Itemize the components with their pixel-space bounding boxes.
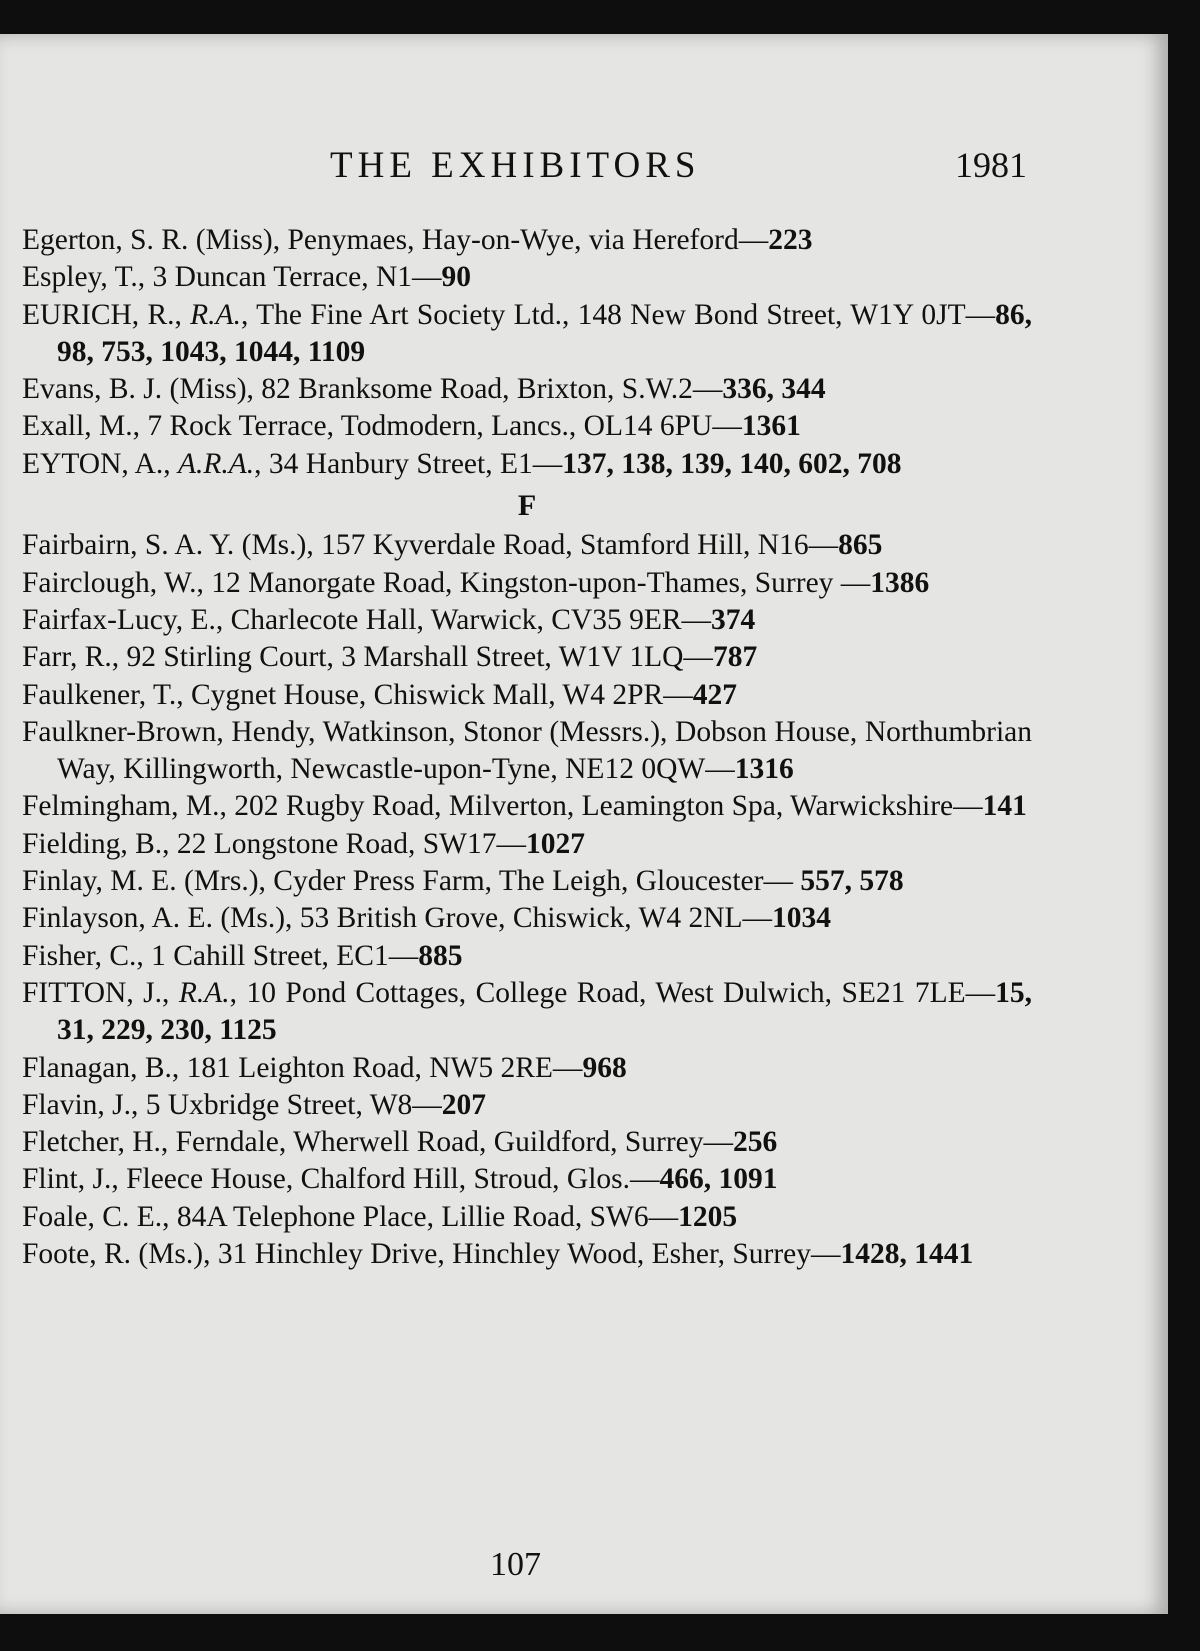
- exhibitor-address: Egerton, S. R. (Miss), Penymaes, Hay-on-Wye, via Hereford—: [22, 224, 769, 256]
- exhibitor-entry: [22, 863, 1032, 900]
- exhibitor-address: Finlayson, A. E. (Ms.), 53 British Grove, Chiswick, W4 2NL—: [22, 902, 773, 935]
- exhibitor-address: Fisher, C., 1 Cahill Street, EC1—: [22, 939, 419, 972]
- exhibitor-address: , 10 Pond Cottages, College Road, West Dulwich, SE21 7LE—: [229, 976, 996, 1009]
- running-header: [0, 144, 1040, 194]
- exhibitor-entry: [22, 677, 1032, 714]
- header-year: 1981: [955, 145, 1027, 185]
- catalogue-numbers: 1205: [678, 1200, 738, 1233]
- book-page: [0, 34, 1168, 1614]
- exhibitor-entry: [22, 565, 1032, 602]
- exhibitor-entry: [22, 900, 1032, 937]
- catalogue-numbers: 223: [768, 224, 813, 256]
- section-letter: F: [517, 489, 537, 523]
- catalogue-numbers: 466, 1091: [659, 1163, 778, 1196]
- exhibitor-entry: [22, 938, 1032, 975]
- exhibitor-address: Foale, C. E., 84A Telephone Place, Lillie Road, SW6—: [22, 1200, 679, 1233]
- academy-title: R.A.: [178, 976, 230, 1009]
- entries-f-group: [22, 527, 1032, 1273]
- exhibitor-entry: [22, 1161, 1032, 1198]
- exhibitor-entry: [22, 975, 1032, 1050]
- exhibitor-entry: [22, 639, 1032, 676]
- academy-title: R.A.: [190, 298, 241, 331]
- exhibitor-address: Flint, J., Fleece House, Chalford Hill, Stroud, Glos.—: [22, 1163, 660, 1196]
- exhibitor-entry: [22, 408, 1032, 445]
- exhibitor-address: Foote, R. (Ms.), 31 Hinchley Drive, Hinchley Wood, Esher, Surrey—: [22, 1238, 841, 1271]
- exhibitor-address: Flavin, J., 5 Uxbridge Street, W8—: [22, 1088, 442, 1121]
- catalogue-numbers: 1027: [525, 827, 585, 860]
- exhibitor-address: , 34 Hanbury Street, E1—: [254, 447, 563, 480]
- catalogue-numbers: 86, 98, 753, 1043, 1044, 1109: [57, 298, 1032, 368]
- exhibitor-entry: [22, 259, 1032, 296]
- catalogue-numbers: 207: [441, 1088, 487, 1121]
- exhibitor-address: , The Fine Art Society Ltd., 148 New Bond Street, W1Y 0JT—: [240, 298, 996, 331]
- catalogue-numbers: 336, 344: [722, 373, 826, 406]
- exhibitor-address: Fairbairn, S. A. Y. (Ms.), 157 Kyverdale Road, Stamford Hill, N16—: [22, 529, 839, 562]
- exhibitor-entry: [22, 371, 1032, 408]
- exhibitor-entry: [22, 826, 1032, 863]
- exhibitor-address: Espley, T., 3 Duncan Terrace, N1—: [22, 261, 442, 294]
- entries-e-group: [22, 222, 1032, 483]
- exhibitor-entry: [22, 602, 1032, 639]
- exhibitor-entry: [22, 1124, 1032, 1161]
- exhibitor-address: Fielding, B., 22 Longstone Road, SW17—: [22, 827, 526, 860]
- catalogue-numbers: 141: [982, 790, 1027, 823]
- exhibitor-entry: [22, 297, 1032, 372]
- catalogue-numbers: 137, 138, 139, 140, 602, 708: [562, 447, 902, 480]
- exhibitor-entry: [22, 446, 1032, 483]
- exhibitor-address: Finlay, M. E. (Mrs.), Cyder Press Farm, The Leigh, Gloucester—: [22, 865, 801, 898]
- catalogue-numbers: 1386: [870, 566, 930, 599]
- exhibitor-entry: [22, 222, 1032, 259]
- catalogue-numbers: 90: [441, 261, 472, 294]
- catalogue-numbers: 865: [838, 529, 883, 562]
- exhibitor-entry: [22, 788, 1032, 825]
- catalogue-numbers: 787: [712, 641, 758, 674]
- catalogue-numbers: 968: [582, 1051, 627, 1084]
- exhibitor-list: [22, 222, 1032, 1273]
- exhibitor-address: Fletcher, H., Ferndale, Wherwell Road, Guildford, Surrey—: [22, 1126, 734, 1159]
- academy-title: A.R.A.: [177, 447, 255, 480]
- catalogue-numbers: 1316: [734, 753, 794, 786]
- catalogue-numbers: 256: [733, 1126, 778, 1159]
- catalogue-numbers: 557, 578: [800, 865, 904, 898]
- exhibitor-name: FITTON, J.,: [22, 976, 179, 1009]
- exhibitor-entry: [22, 527, 1032, 564]
- catalogue-numbers: 1034: [772, 902, 832, 935]
- page-title: THE EXHIBITORS: [330, 145, 701, 186]
- exhibitor-address: Felmingham, M., 202 Rugby Road, Milverton, Leamington Spa, Warwickshire—: [22, 790, 983, 823]
- catalogue-numbers: 1361: [741, 410, 801, 443]
- exhibitor-address: Evans, B. J. (Miss), 82 Branksome Road, Brixton, S.W.2—: [22, 373, 723, 406]
- exhibitor-name: EURICH, R.,: [22, 298, 191, 331]
- exhibitor-entry: [22, 1199, 1032, 1236]
- catalogue-numbers: 885: [418, 939, 463, 972]
- catalogue-numbers: 1428, 1441: [840, 1238, 974, 1271]
- exhibitor-entry: [22, 1050, 1032, 1087]
- exhibitor-entry: [22, 1087, 1032, 1124]
- catalogue-numbers: 427: [692, 678, 737, 711]
- exhibitor-entry: [22, 714, 1032, 789]
- exhibitor-address: Exall, M., 7 Rock Terrace, Todmodern, Lancs., OL14 6PU—: [22, 410, 742, 443]
- exhibitor-address: Faulkner-Brown, Hendy, Watkinson, Stonor (Messrs.), Dobson House, Northumbrian Way, Killingworth, Newcastle-upon-Tyne, NE12 0QW—: [22, 715, 1032, 786]
- exhibitor-name: EYTON, A.,: [22, 447, 178, 480]
- exhibitor-address: Flanagan, B., 181 Leighton Road, NW5 2RE—: [22, 1051, 583, 1084]
- exhibitor-address: Farr, R., 92 Stirling Court, 3 Marshall Street, W1V 1LQ—: [22, 641, 713, 674]
- page-number: 107: [490, 1546, 541, 1583]
- catalogue-numbers: 374: [711, 603, 756, 636]
- exhibitor-address: Fairfax-Lucy, E., Charlecote Hall, Warwick, CV35 9ER—: [22, 603, 712, 636]
- catalogue-numbers: 15, 31, 229, 230, 1125: [57, 976, 1033, 1047]
- exhibitor-address: Fairclough, W., 12 Manorgate Road, Kingston-upon-Thames, Surrey —: [22, 566, 871, 599]
- exhibitor-address: Faulkener, T., Cygnet House, Chiswick Mall, W4 2PR—: [22, 678, 693, 711]
- exhibitor-entry: [22, 1236, 1032, 1273]
